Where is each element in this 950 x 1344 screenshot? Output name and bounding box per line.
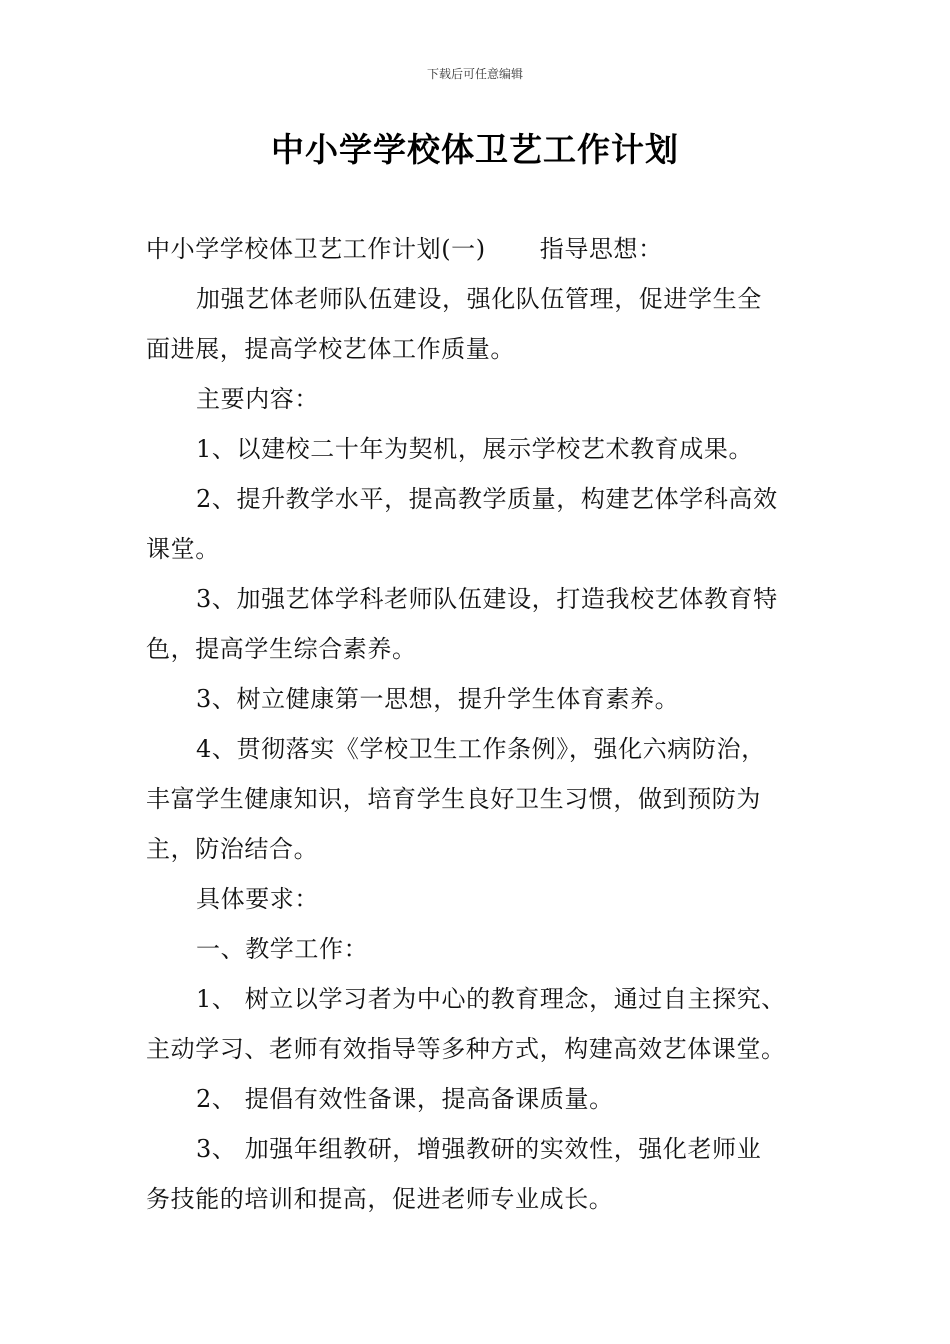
list-item: 2、提升教学水平，提高教学质量，构建艺体学科高效 <box>196 485 778 513</box>
list-item: 3、加强艺体学科老师队伍建设，打造我校艺体教育特 <box>196 585 778 613</box>
list-item: 2、 提倡有效性备课，提高备课质量。 <box>196 1085 614 1113</box>
list-item-continuation: 丰富学生健康知识，培育学生良好卫生习惯，做到预防为 <box>146 785 761 813</box>
document-body <box>146 224 836 1224</box>
section-heading-main-content: 主要内容： <box>196 385 319 413</box>
subtitle-line <box>146 224 836 274</box>
subtitle-text: 中小学学校体卫艺工作计划(一) <box>146 235 486 263</box>
paragraph-line: 面进展，提高学校艺体工作质量。 <box>146 335 515 363</box>
list-item-continuation: 色，提高学生综合素养。 <box>146 635 417 663</box>
section-heading-teaching: 一、教学工作： <box>196 935 369 963</box>
list-item-continuation: 主动学习、老师有效指导等多种方式，构建高效艺体课堂。 <box>146 1035 786 1063</box>
list-item: 1、 树立以学习者为中心的教育理念，通过自主探究、 <box>196 985 786 1013</box>
list-item: 4、贯彻落实《学校卫生工作条例》，强化六病防治， <box>196 735 766 763</box>
list-item-continuation: 主，防治结合。 <box>146 835 319 863</box>
section-heading-requirements: 具体要求： <box>196 885 319 913</box>
list-item: 1、以建校二十年为契机，展示学校艺术教育成果。 <box>196 435 754 463</box>
list-item: 3、 加强年组教研，增强教研的实效性，强化老师业 <box>196 1135 762 1163</box>
list-item: 3、树立健康第一思想，提升学生体育素养。 <box>196 685 680 713</box>
paragraph-line: 加强艺体老师队伍建设，强化队伍管理，促进学生全 <box>196 285 762 313</box>
guiding-thought-heading: 指导思想： <box>539 235 663 263</box>
document-title: 中小学学校体卫艺工作计划 <box>271 130 679 169</box>
header-note: 下载后可任意编辑 <box>426 67 523 81</box>
list-item-continuation: 务技能的培训和提高，促进老师专业成长。 <box>146 1185 614 1213</box>
list-item-continuation: 课堂。 <box>146 535 220 563</box>
